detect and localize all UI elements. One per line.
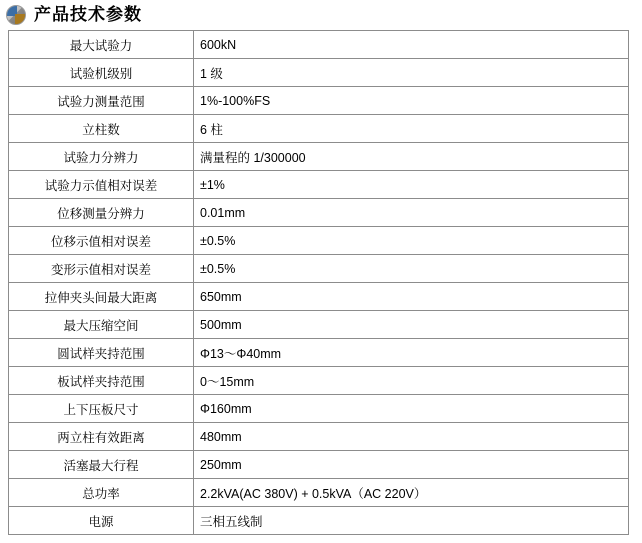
spec-key: 立柱数 [9, 115, 194, 143]
table-row [9, 87, 629, 115]
spec-table-body [9, 31, 629, 535]
spec-key: 板试样夹持范围 [9, 367, 194, 395]
table-row [9, 479, 629, 507]
spec-key: 拉伸夹头间最大距离 [9, 283, 194, 311]
table-row [9, 59, 629, 87]
spec-key: 圆试样夹持范围 [9, 339, 194, 367]
spec-key: 电源 [9, 507, 194, 535]
table-row [9, 451, 629, 479]
table-row [9, 311, 629, 339]
spec-value: 0.01mm [194, 199, 629, 227]
spec-key: 试验力示值相对误差 [9, 171, 194, 199]
spec-value: 6 柱 [194, 115, 629, 143]
spec-key: 两立柱有效距离 [9, 423, 194, 451]
table-row [9, 227, 629, 255]
table-row [9, 115, 629, 143]
spec-value: 2.2kVA(AC 380V) + 0.5kVA（AC 220V） [194, 479, 629, 507]
table-row [9, 199, 629, 227]
table-row [9, 395, 629, 423]
spec-value: 1%-100%FS [194, 87, 629, 115]
spec-key: 位移测量分辨力 [9, 199, 194, 227]
spec-value: 满量程的 1/300000 [194, 143, 629, 171]
spec-value: 0～15mm [194, 367, 629, 395]
table-row [9, 171, 629, 199]
spec-value: Φ13～Φ40mm [194, 339, 629, 367]
table-row [9, 423, 629, 451]
table-row [9, 283, 629, 311]
spec-value: 500mm [194, 311, 629, 339]
table-row [9, 339, 629, 367]
spec-key: 变形示值相对误差 [9, 255, 194, 283]
spec-value: 1 级 [194, 59, 629, 87]
table-row [9, 31, 629, 59]
spec-key: 位移示值相对误差 [9, 227, 194, 255]
spec-value: 480mm [194, 423, 629, 451]
spec-table [8, 30, 629, 535]
table-row [9, 255, 629, 283]
spec-value: Φ160mm [194, 395, 629, 423]
spec-value: 600kN [194, 31, 629, 59]
spec-value: ±0.5% [194, 227, 629, 255]
spec-value: ±1% [194, 171, 629, 199]
spec-value: 250mm [194, 451, 629, 479]
page-title: 产品技术参数 [34, 5, 142, 24]
spec-value: ±0.5% [194, 255, 629, 283]
spec-key: 试验机级别 [9, 59, 194, 87]
spec-value: 三相五线制 [194, 507, 629, 535]
table-row [9, 507, 629, 535]
spec-key: 最大压缩空间 [9, 311, 194, 339]
spec-table-wrapper [0, 28, 642, 535]
spec-key: 最大试验力 [9, 31, 194, 59]
spec-key: 活塞最大行程 [9, 451, 194, 479]
spec-key: 总功率 [9, 479, 194, 507]
globe-icon [6, 5, 26, 25]
spec-key: 试验力分辨力 [9, 143, 194, 171]
table-row [9, 367, 629, 395]
spec-key: 上下压板尺寸 [9, 395, 194, 423]
spec-key: 试验力测量范围 [9, 87, 194, 115]
spec-value: 650mm [194, 283, 629, 311]
page-title-bar [0, 0, 642, 28]
table-row [9, 143, 629, 171]
